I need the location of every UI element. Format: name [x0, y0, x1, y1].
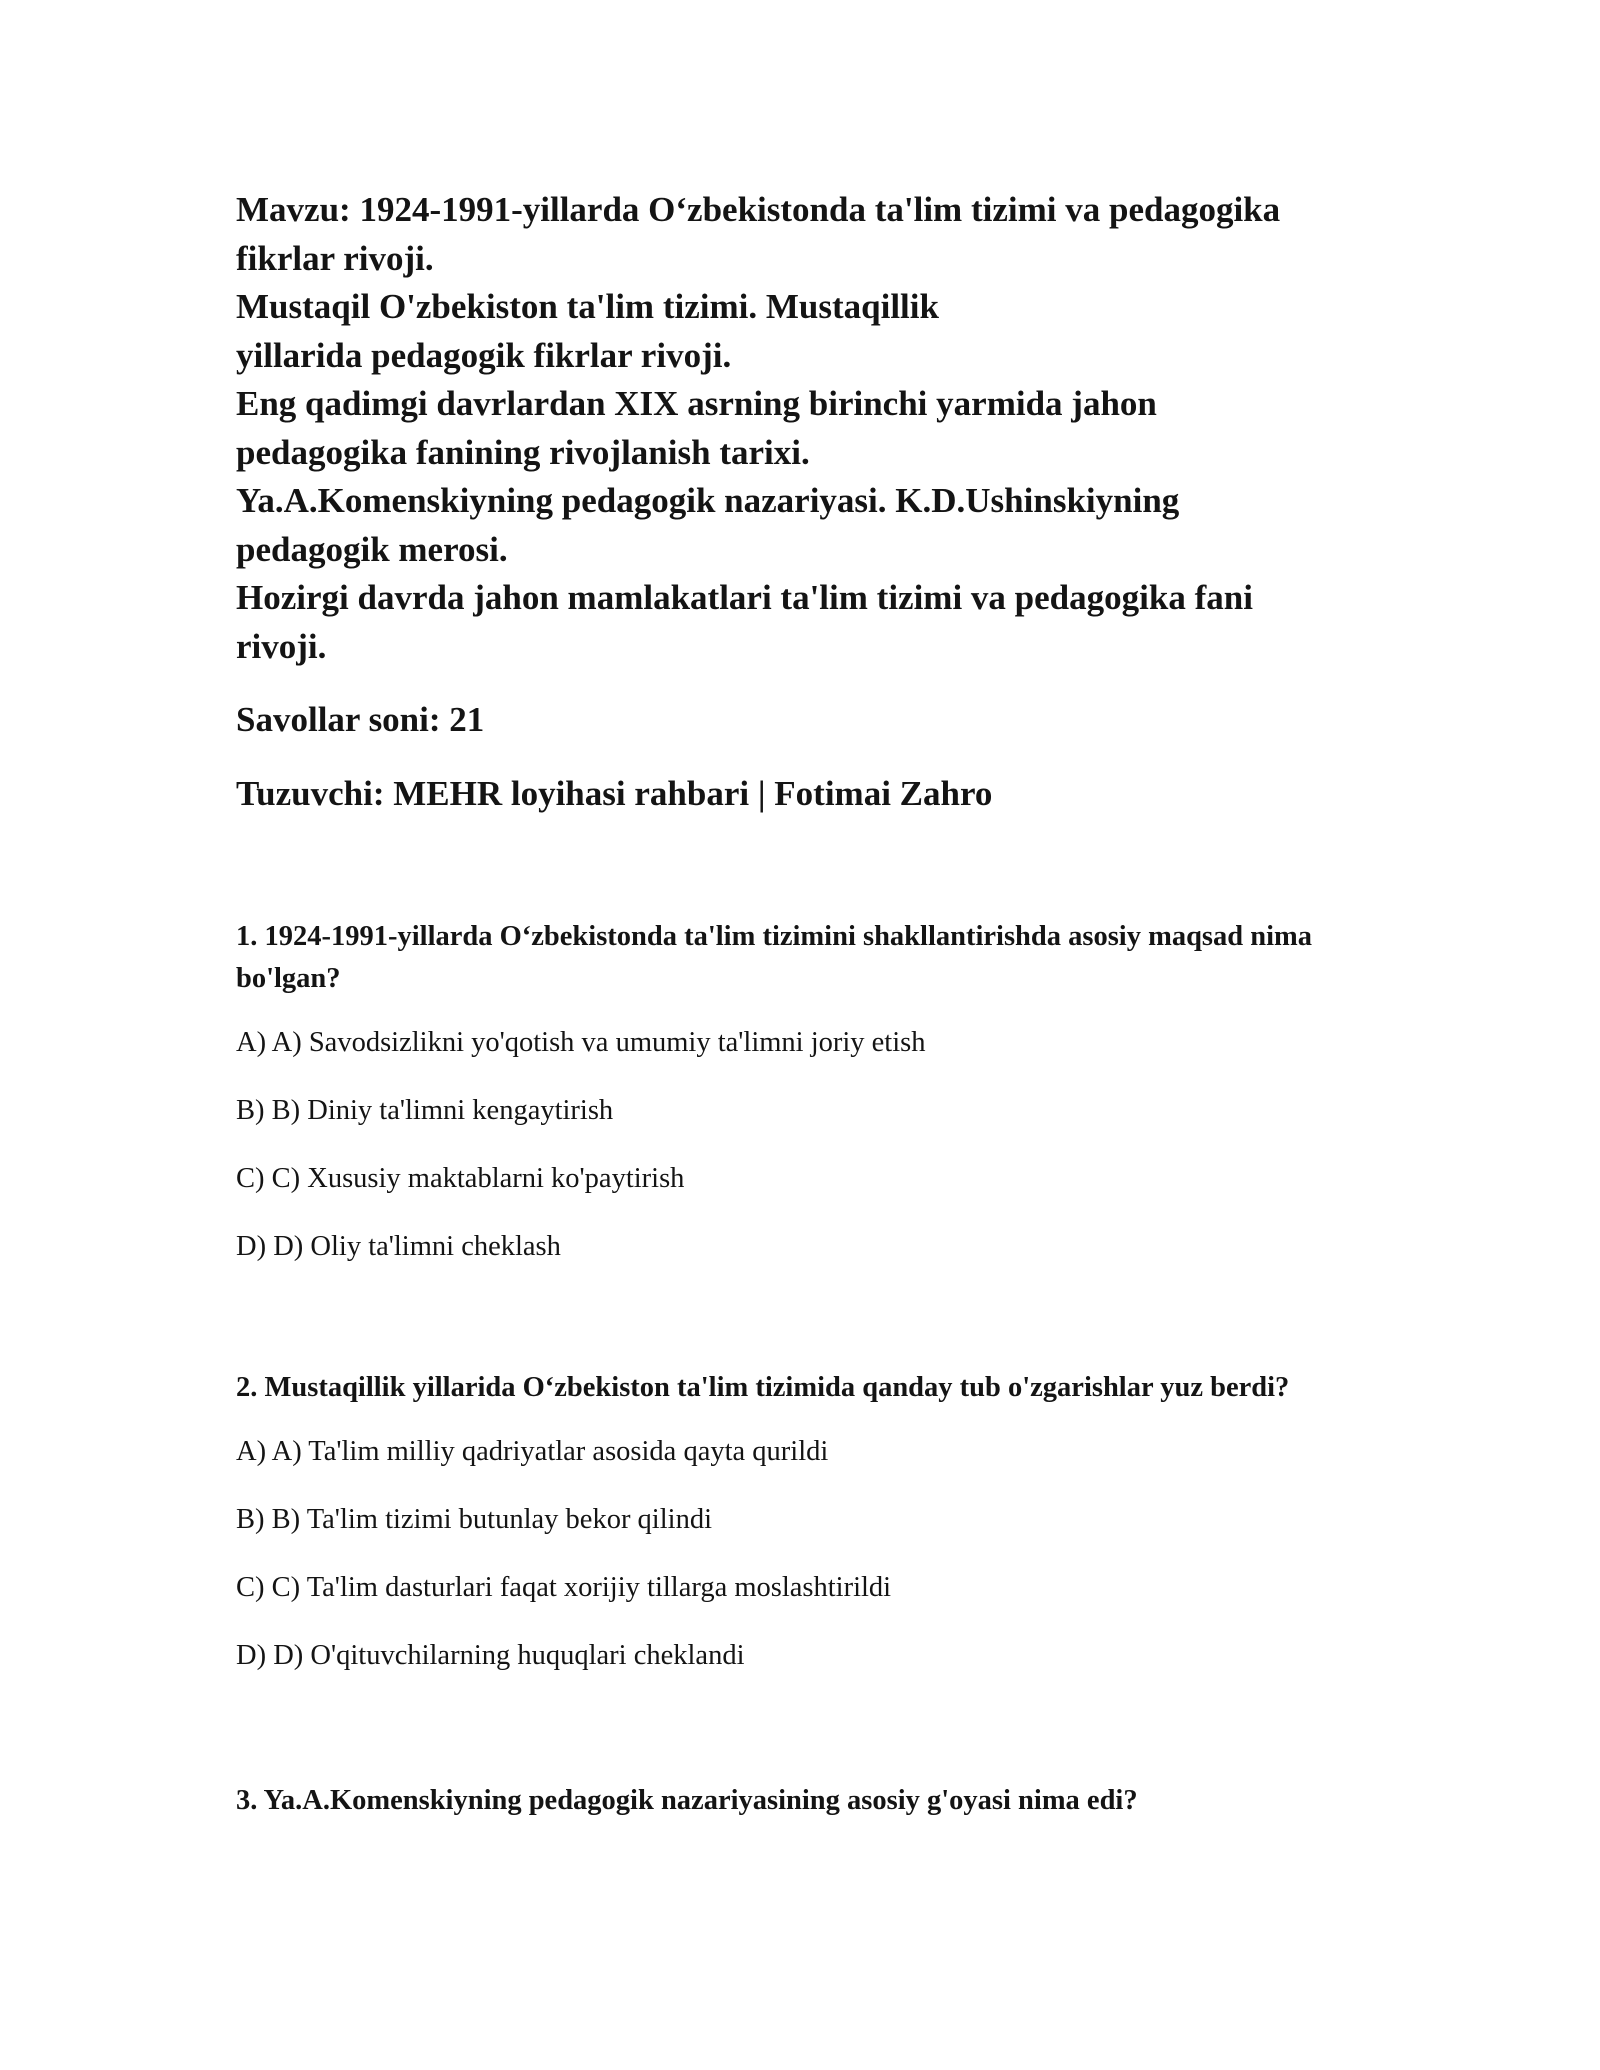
question-text: 1. 1924-1991-yillarda O‘zbekistonda ta'lim tizimini shakllantirishda asosiy maqsad nima bo'lgan? — [236, 921, 1313, 994]
question-3 — [236, 1780, 1366, 1822]
answer-option-b: B) B) Diniy ta'limni kengaytirish — [236, 1095, 614, 1126]
title-line: rivoji. — [236, 626, 327, 666]
document-page — [236, 186, 1366, 1822]
title-line: Eng qadimgi davrlardan XIX asrning birinchi yarmida jahon — [236, 384, 1157, 423]
title-line: Hozirgi davrda jahon mamlakatlari ta'lim tizimi va pedagogika fani — [236, 578, 1253, 617]
title-line: yillarida pedagogik fikrlar rivoji. — [236, 335, 732, 375]
title-line: pedagogik merosi. — [236, 529, 508, 569]
answer-option-a: A) A) Ta'lim milliy qadriyatlar asosida qayta qurildi — [236, 1436, 829, 1467]
answer-option-d: D) D) O'qituvchilarning huquqlari cheklandi — [236, 1640, 745, 1671]
question-2 — [236, 1367, 1366, 1676]
answer-option-c: C) C) Xususiy maktablarni ko'paytirish — [236, 1163, 685, 1194]
answer-option-d: D) D) Oliy ta'limni cheklash — [236, 1231, 561, 1262]
question-1 — [236, 916, 1366, 1267]
document-title — [236, 186, 1366, 671]
title-line: pedagogika fanining rivojlanish tarixi. — [236, 432, 810, 472]
title-line: Ya.A.Komenskiyning pedagogik nazariyasi. K.D.Ushinskiyning — [236, 481, 1180, 520]
question-text: 2. Mustaqillik yillarida O‘zbekiston ta'lim tizimida qanday tub o'zgarishlar yuz berdi? — [236, 1372, 1290, 1403]
answer-option-c: C) C) Ta'lim dasturlari faqat xorijiy tillarga moslashtirildi — [236, 1572, 892, 1603]
answer-option-a: A) A) Savodsizlikni yo'qotish va umumiy ta'limni joriy etish — [236, 1027, 926, 1058]
title-line: Mavzu: 1924-1991-yillarda O‘zbekistonda ta'lim tizimi va pedagogika — [236, 190, 1281, 229]
title-line: fikrlar rivoji. — [236, 238, 434, 278]
question-text: 3. Ya.A.Komenskiyning pedagogik nazariyasining asosiy g'oyasi nima edi? — [236, 1785, 1138, 1816]
title-line: Mustaqil O'zbekiston ta'lim tizimi. Mustaqillik — [236, 287, 939, 326]
answer-options — [236, 1023, 1366, 1267]
question-count: Savollar soni: 21 — [236, 700, 485, 739]
answer-options — [236, 1432, 1366, 1676]
answer-option-b: B) B) Ta'lim tizimi butunlay bekor qilindi — [236, 1504, 712, 1535]
author-line: Tuzuvchi: MEHR loyihasi rahbari | Fotimai Zahro — [236, 774, 993, 813]
